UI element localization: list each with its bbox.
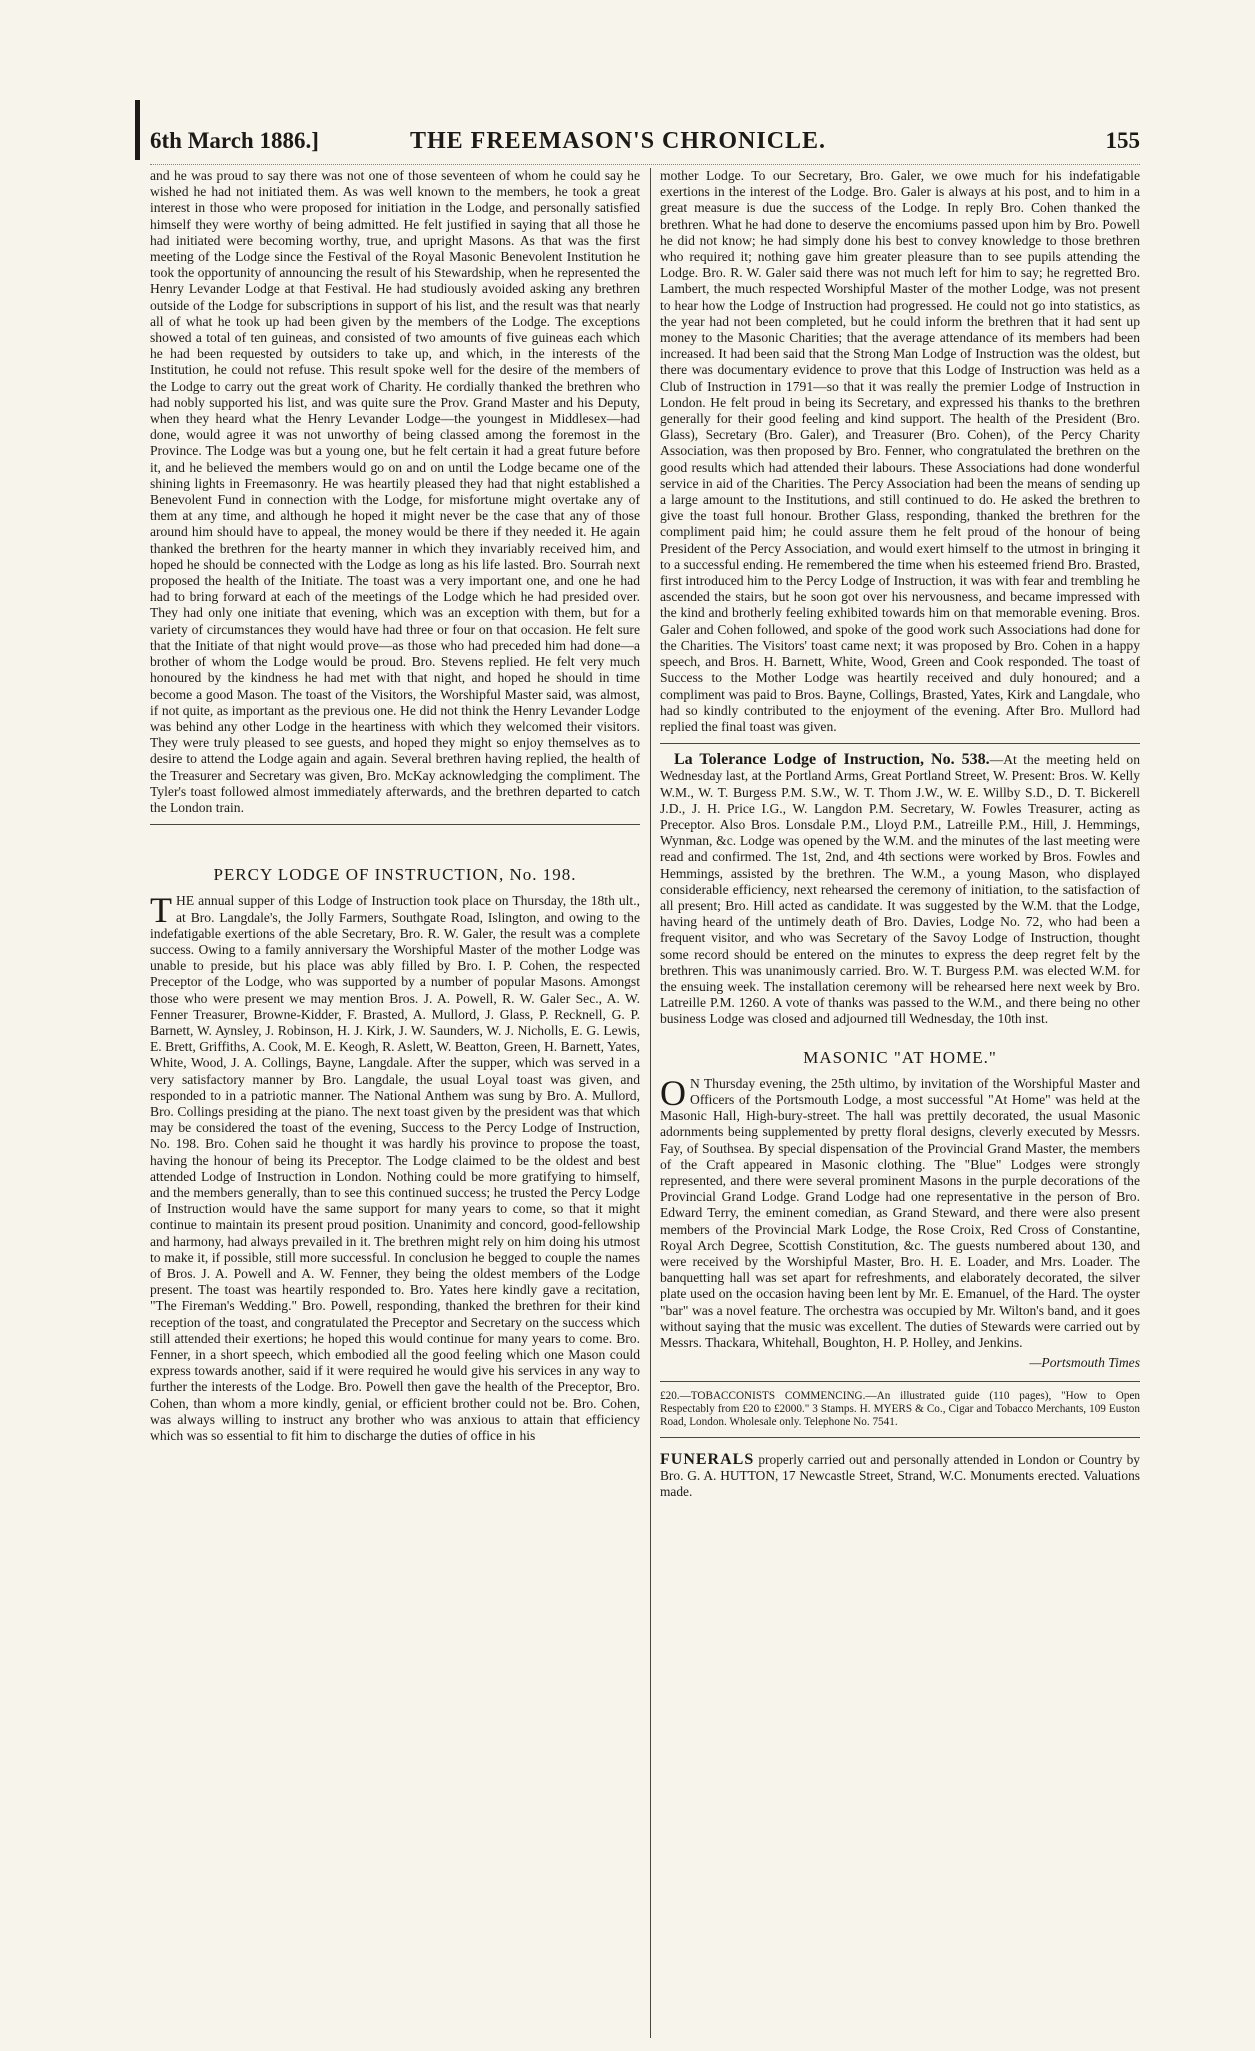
masonic-at-home-report	[660, 1072, 1140, 1351]
masonic-at-home-text: N Thursday evening, the 25th ultimo, by invitation of the Worshipful Master and Officers of the Portsmouth Lodge, a most successful "At Home" was held at the Masonic Hall, High-bury-street. The hall was prettily decorated, the usual Masonic adornments being supplemented by pretty floral designs, cleverly executed by Messrs. Fay, of Southsea. By special dispensation of the Provincial Grand Master, the members of the Craft appeared in Masonic clothing. The "Blue" Lodges were strongly represented, and there were several prominent Masons in the purple decorations of the Provincial Grand Lodge. Grand Lodge had one representative in the person of Bro. Edward Terry, the eminent comedian, as Grand Steward, and there were also present members of the Provincial Mark Lodge, the Rose Croix, Red Cross of Constantine, Royal Arch Degree, Scottish Constitution, &c. The guests numbered about 130, and were received by the Worshipful Master, Bro. H. E. Loader, and Mrs. Loader. The banquetting hall was set apart for refreshments, and elaborately decorated, the silver plate used on the occasion having been lent by Mr. E. Emanuel, of the Hard. The oyster "bar" was a novel feature. The orchestra was occupied by Mr. Wilton's band, and it goes without saying that the music was excellent. The duties of Stewards were carried out by Messrs. Thackara, Whitehall, Boughton, H. P. Holley, and Jenkins.	[660, 1075, 1140, 1351]
percy-lodge-text: HE annual supper of this Lodge of Instruction took place on Thursday, the 18th ult., at Bro. Langdale's, the Jolly Farmers, Southgate Road, Islington, and owing to the indefatigable exertions of the able Secretary, Bro. R. W. Galer, the result was a complete success. Owing to a family anniversary the Worshipful Master of the mother Lodge was unable to preside, but his place was ably filled by Bro. I. P. Cohen, the respected Preceptor of the Lodge, who was supported by a number of popular Masons. Amongst those who were present we may mention Bros. J. A. Powell, R. W. Galer Sec., A. W. Fenner Treasurer, Browne-Kidder, F. Brasted, A. Mullord, J. Glass, P. Recknell, G. P. Barnett, W. Aynsley, J. Robinson, H. J. Kirk, J. W. Saunders, W. J. Nicholls, E. G. Lewis, E. Brett, Griffiths, A. Cook, M. E. Keogh, R. Aslett, W. Beatton, Green, H. Barnett, Yates, White, Wood, J. A. Collings, Bayne, Langdale. After the supper, which was served in a very satisfactory manner by Bro. Langdale, the usual Loyal toast was given, and responded to in a patriotic manner. The National Anthem was sung by Bro. A. Mullord, Bro. Collings presiding at the piano. The next toast given by the president was that which may be considered the toast of the evening, Success to the Percy Lodge of Instruction, No. 198. Bro. Cohen said he thought it was hardly his province to propose the toast, having the honour of being its Preceptor. The Lodge claimed to be the oldest and best attended Lodge of Instruction in London. Nothing could be more gratifying to himself, and the members generally, than to see this continued success; he trusted the Percy Lodge of Instruction would have the same support for many years to come, so that it might continue to maintain its present proud position. Unanimity and concord, good-fellowship and harmony, had always prevailed in it. The brethren might rely on him doing his utmost to make it, if possible, still more successful. In conclusion he begged to couple the names of Bros. J. A. Powell and A. W. Fenner, they being the oldest members of the Lodge present. The toast was heartily responded to. Bro. Yates here kindly gave a recitation, "The Fireman's Wedding." Bro. Powell, responding, thanked the brethren for their kind reception of the toast, and congratulated the Preceptor and Secretary on the success which still attended their exertions; he hoped this would continue for many years to come. Bro. Fenner, in a short speech, which embodied all the good feeling which one Mason could express towards another, said if it were required he would give his services in any way to further the interests of the Lodge. Bro. Powell then gave the health of the Preceptor, Bro. Cohen, than whom a more kindly, genial, or efficient brother could not be. Bro. Cohen, was always willing to instruct any brother who was anxious to attain that efficiency which was so essential to fit him to discharge the duties of office in his	[150, 893, 640, 1444]
henry-levander-report: and he was proud to say there was not one of those seventeen of whom he could say he wished he had not initiated them. As was well known to the members, he took a great interest in those who were proposed for initiation in the Lodge, and personally satisfied himself they were worthy of being admitted. He felt justified in saying that all those he had initiated were becoming worthy, true, and upright Masons. As that was the first meeting of the Lodge since the Festival of the Royal Masonic Benevolent Institution he took the opportunity of announcing the result of his Stewardship, when he represented the Henry Levander Lodge at that Festival. He had studiously avoided asking any brethren outside of the Lodge for subscriptions in support of his list, and the result was that nearly all of what he took up had been given by the members of the Lodge. The exceptions showed a total of ten guineas, and consisted of two amounts of five guineas each which he had been requested by outsiders to take up, and which, in the interests of the Institution, he could not refuse. This result spoke well for the desire of the members of the Lodge to carry out the great work of Charity. He cordially thanked the brethren who had nobly supported his list, and was quite sure the Prov. Grand Master and his Deputy, when they heard what the Henry Levander Lodge—the youngest in Middlesex—had done, would agree it was not unworthy of being classed among the foremost in the Province. The Lodge was but a young one, but he felt certain it had a great future before it, and he believed the members would go on and on until the Lodge became one of the shining lights in Freemasonry. He was heartily pleased they had that night established a Benevolent Fund in connection with the Lodge, for misfortune might overtake any of them at any time, and although he hoped it might never be the case that any of those around him should have to appeal, the money would be there if they needed it. He again thanked the brethren for the hearty manner in which they invariably received him, and hoped he should be connected with the Lodge as long as his life lasted. Bro. Sourrah next proposed the health of the Initiate. The toast was a very important one, and one he had had to bring forward at each of the meetings of the Lodge which he had presided over. They had only one initiate that evening, which was an exception with them, but for a variety of circumstances they would have had three or four on that occasion. He felt sure that the Initiate of that night would prove—as those who had preceded him had done—a brother of whom the Lodge would be proud. Bro. Stevens replied. He felt very much honoured by the kindness he had met with that night, and hoped he should in time become a good Mason. The toast of the Visitors, the Worshipful Master said, was almost, if not quite, as important as the previous one. He did not think the Henry Levander Lodge was behind any other Lodge in the heartiness with which they welcomed their visitors. They were truly pleased to see guests, and hoped they might so enjoy themselves as to desire to attend the Lodge again and again. Several brethren having replied, the health of the Treasurer and Secretary was given, Bro. McKay acknowledging the compliment. The Tyler's toast followed almost immediately afterwards, and the brethren departed to catch the London train.	[150, 168, 640, 815]
page-header	[150, 128, 1140, 164]
left-margin-bar	[135, 100, 140, 160]
left-column	[150, 168, 640, 1452]
la-tolerance-heading: La Tolerance Lodge of Instruction, No. 538.	[674, 751, 990, 769]
column-divider	[650, 168, 651, 2038]
home-dropcap: O	[660, 1072, 686, 1113]
funerals-heading: FUNERALS	[660, 1450, 755, 1468]
percy-lodge-continued: mother Lodge. To our Secretary, Bro. Galer, we owe much for his indefatigable exertions in the interest of the Lodge. Bro. Galer is always at his post, and to him in a great measure is due the success of the Lodge. In reply Bro. Cohen thanked the brethren. What he had done to deserve the encomiums passed upon him by Bro. Powell he did not know; he had simply done his best to convey knowledge to those brethren who required it; nothing gave him greater pleasure than to see pupils attending the Lodge. Bro. R. W. Galer said there was not much left for him to say; he regretted Bro. Lambert, the much respected Worshipful Master of the mother Lodge, was not present to hear how the Lodge of Instruction had progressed. He could not go into statistics, as the year had not been completed, but he could inform the brethren that it had sent up money to the Masonic Charities; that the average attendance of its members had been increased. It had been said that the Strong Man Lodge of Instruction was the oldest, but there was documentary evidence to prove that this Lodge of Instruction was held as a Club of Instruction in 1791—so that it was really the premier Lodge of Instruction in London. He felt proud in being its Secretary, and expressed his thanks to the brethren generally for their good feeling and kind support. The health of the President (Bro. Glass), Secretary (Bro. Galer), and Treasurer (Bro. Cohen), of the Percy Charity Association, was then proposed by Bro. Fenner, who congratulated the brethren on the good results which had attended their labours. These Associations had done wonderful service in aid of the Charities. The Percy Association had been the means of sending up a large amount to the Institutions, and still continued to do. He asked the brethren to give the toast full honour. Brother Glass, responding, thanked the brethren for the compliment paid him; he could assure them he felt proud of the honour of being President of the Percy Association, and would exert himself to the utmost in bringing it to a successful ending. He remembered the time when his esteemed friend Bro. Brasted, first introduced him to the Percy Lodge of Instruction, it was with fear and trembling he ascended the stairs, but he soon got over his nervousness, and became impressed with the kind and brotherly feeling exhibited towards him on that memorable evening. Bros. Galer and Cohen followed, and spoke of the good work such Associations had done for the Charities. The Visitors' toast came next; it was proposed by Bro. Cohen in a happy speech, and Bros. H. Barnett, White, Wood, Green and Cook responded. The toast of Success to the Mother Lodge was heartily received and duly honoured; and a compliment was paid to Bros. Bayne, Collings, Brasted, Yates, Kirk and Langdale, who had so kindly contributed to the enjoyment of the evening. After Bro. Mullord had replied the final toast was given.	[660, 168, 1140, 734]
header-rule	[150, 164, 1140, 165]
la-tolerance-report	[660, 752, 1140, 1027]
masonic-at-home-title: MASONIC "AT HOME."	[803, 1047, 997, 1067]
percy-lodge-report	[150, 890, 640, 1444]
right-column	[660, 168, 1140, 1513]
percy-lodge-title: PERCY LODGE OF INSTRUCTION, No. 198.	[213, 865, 577, 885]
issue-date: 6th March 1886.]	[150, 128, 319, 153]
page-number: 155	[1105, 128, 1140, 153]
funerals-advert	[660, 1452, 1140, 1500]
percy-dropcap: T	[150, 890, 172, 931]
funerals-text: properly carried out and personally attended in London or Country by Bro. G. A. HUTTON, 17 Newcastle Street, Strand, W.C. Monuments erected. Valuations made.	[660, 1451, 1140, 1499]
publication-title: THE FREEMASON'S CHRONICLE.	[410, 128, 827, 154]
tobacconists-advert: £20.—TOBACCONISTS COMMENCING.—An illustrated guide (110 pages), "How to Open Respectably from £20 to £2000." 3 Stamps. H. MYERS & Co., Cigar and Tobacco Merchants, 109 Euston Road, London. Wholesale only. Telephone No. 7541.	[660, 1390, 1140, 1429]
source-credit: —Portsmouth Times	[1029, 1355, 1140, 1371]
advert-separator	[660, 1381, 1140, 1382]
section-separator	[660, 743, 1140, 744]
section-separator	[150, 824, 640, 825]
advert-separator	[660, 1437, 1140, 1438]
la-tolerance-text: —At the meeting held on Wednesday last, at the Portland Arms, Great Portland Street, W. Present: Bros. W. Kelly W.M., W. T. Burgess P.M. S.W., W. T. Thom J.W., W. E. Willby S.D., D. T. Bickerell J.D., J. H. Price I.G., W. Langdon P.M. Secretary, W. Fowles Treasurer, acting as Preceptor. Also Bros. Lonsdale P.M., Lloyd P.M., Latreille P.M., Hill, J. Hemmings, Wynman, &c. Lodge was opened by the W.M. and the minutes of the last meeting were read and confirmed. The 1st, 2nd, and 4th sections were worked by Bros. Fowles and Hemmings, assisted by the brethren. The W.M., a young Mason, who displayed considerable efficiency, next rehearsed the ceremony of initiation, to the satisfaction of all present; Bro. Hill acted as candidate. It was suggested by the W.M. that the Lodge, having heard of the untimely death of Bro. Davies, Lodge No. 72, who had been a frequent visitor, and who was Secretary of the Savoy Lodge of Instruction, thought some record should be entered on the minutes to express the deep regret felt by the brethren. This was unanimously carried. Bro. W. T. Burgess P.M. was elected W.M. for the ensuing week. The installation ceremony will be rehearsed here next week by Bro. Latreille P.M. 1260. A vote of thanks was passed to the W.M., and there being no other business Lodge was closed and adjourned till Wednesday, the 10th inst.	[660, 752, 1140, 1027]
